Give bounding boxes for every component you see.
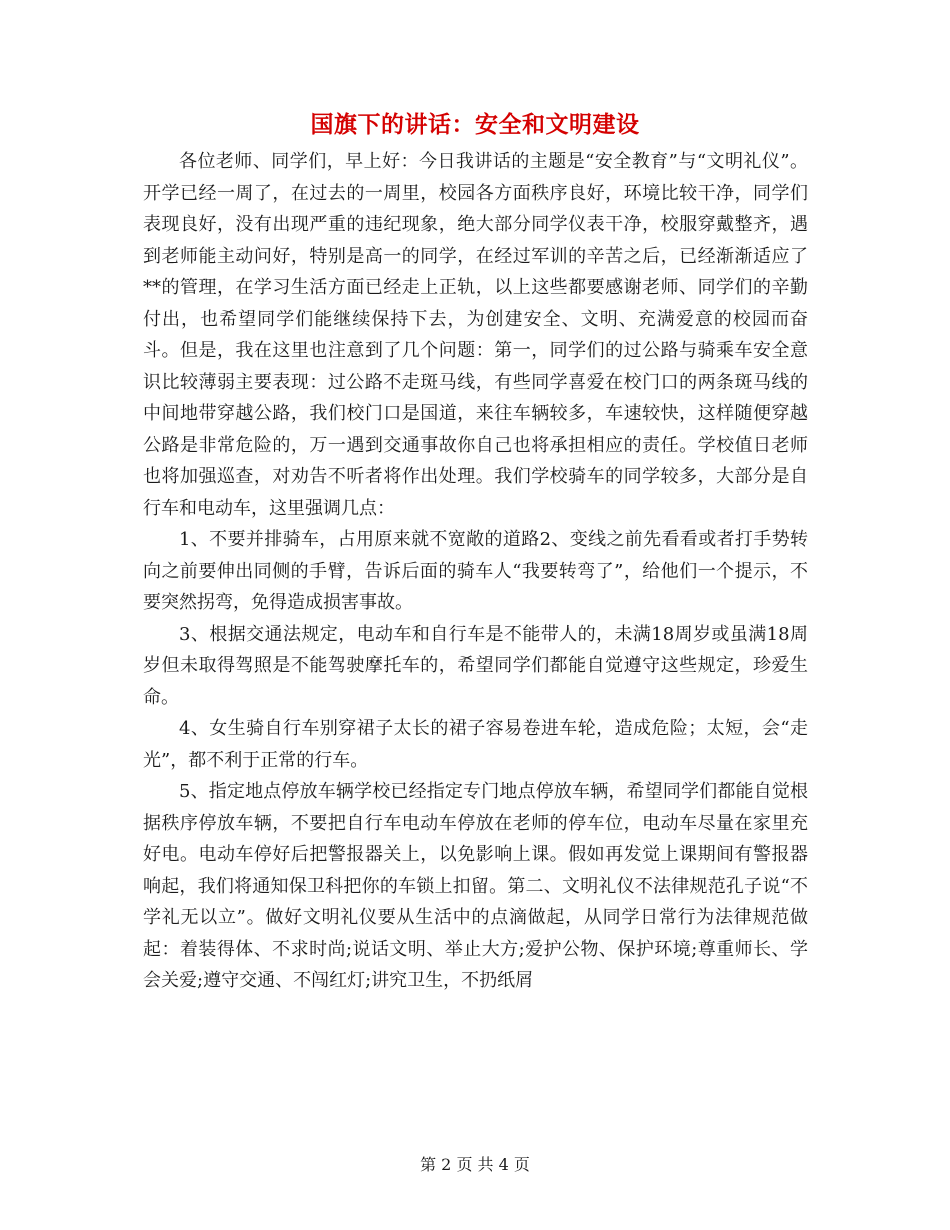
paragraph-intro: 各位老师、同学们，早上好：今日我讲话的主题是“安全教育”与“文明礼仪”。开学已经一周了，在过去的一周里，校园各方面秩序良好，环境比较干净，同学们表现良好，没有出现严重的违纪现象，绝大部分同学仪表干净，校服穿戴整齐，遇到老师能主动问好，特别是高一的同学，在经过军训的辛苦之后，已经渐渐适应了**的管理，在学习生活方面已经走上正轨，以上这些都要感谢老师、同学们的辛勤付出，也希望同学们能继续保持下去，为创建安全、文明、充满爱意的校园而奋斗。但是，我在这里也注意到了几个问题：第一，同学们的过公路与骑乘车安全意识比较薄弱主要表现：过公路不走斑马线，有些同学喜爱在校门口的两条斑马线的中间地带穿越公路，我们校门口是国道，来往车辆较多，车速较快，这样随便穿越公路是非常危险的，万一遇到交通事故你自己也将承担相应的责任。学校值日老师也将加强巡查，对劝告不听者将作出处理。我们学校骑车的同学较多，大部分是自行车和电动车，这里强调几点： xyxy=(143,151,808,519)
paragraph-point-3: 3、根据交通法规定，电动车和自行车是不能带人的，未满18周岁或虽满18周岁但未取得驾照是不能驾驶摩托车的，希望同学们都能自觉遵守这些规定，珍爱生命。 xyxy=(143,623,808,708)
paragraph-point-5: 5、指定地点停放车辆学校已经指定专门地点停放车辆，希望同学们都能自觉根据秩序停放车辆，不要把自行车电动车停放在老师的停车位，电动车尽量在家里充好电。电动车停好后把警报器关上，以免影响上课。假如再发觉上课期间有警报器响起，我们将通知保卫科把你的车锁上扣留。第二、文明礼仪不法律规范孔子说“不学礼无以立”。做好文明礼仪要从生活中的点滴做起，从同学日常行为法律规范做起：着装得体、不求时尚;说话文明、举止大方;爱护公物、保护环境;尊重师长、学会关爱;遵守交通、不闯红灯;讲究卫生，不扔纸屑 xyxy=(143,781,808,991)
document-title: 国旗下的讲话：安全和文明建设 xyxy=(310,111,640,138)
paragraph-point-4: 4、女生骑自行车别穿裙子太长的裙子容易卷进车轮，造成危险；太短，会“走光”，都不利于正常的行车。 xyxy=(143,718,808,771)
page-footer: 第 2 页 共 4 页 xyxy=(420,1155,530,1174)
paragraph-point-1-2: 1、不要并排骑车，占用原来就不宽敞的道路2、变线之前先看看或者打手势转向之前要伸出同侧的手臂，告诉后面的骑车人“我要转弯了”，给他们一个提示，不要突然拐弯，免得造成损害事故。 xyxy=(143,529,808,613)
document-body xyxy=(143,146,808,997)
